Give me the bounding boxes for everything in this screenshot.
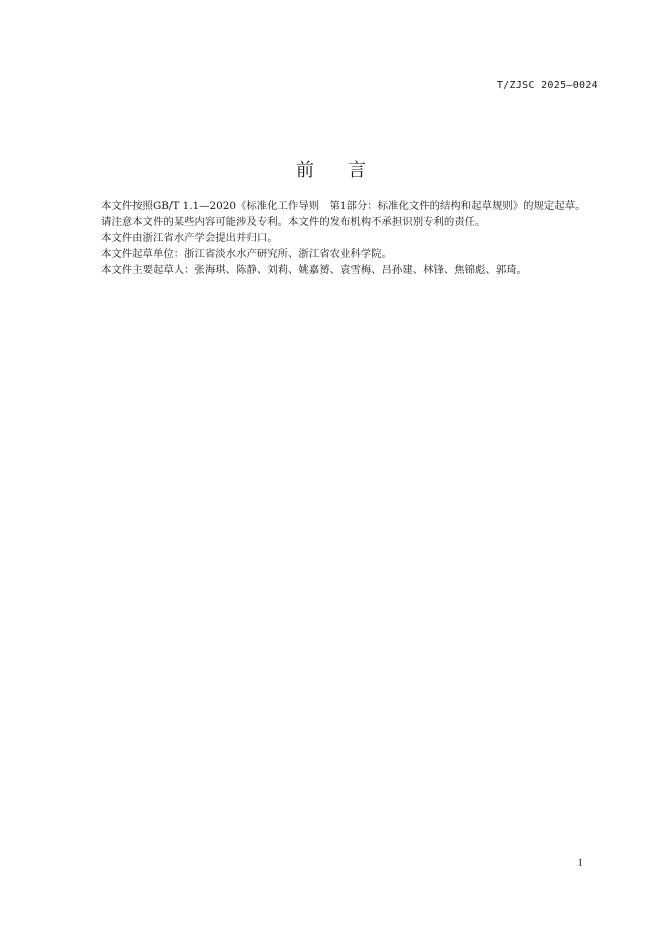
foreword-body <box>80 198 600 278</box>
title-char-2: 言 <box>348 160 366 181</box>
paragraph-proposer: 本文件由浙江省水产学会提出并归口。 <box>101 232 278 244</box>
section-title <box>0 156 662 182</box>
document-code: T/ZJSC 2025—0024 <box>496 80 598 91</box>
paragraph-drafters: 本文件主要起草人：张海琪、陈静、刘莉、姚嘉赟、袁雪梅、吕孙建、林锋、焦锦彪、郭琦。 <box>101 264 528 276</box>
paragraph-drafting-rules: 本文件按照GB/T 1.1—2020《标准化工作导则 第1部分：标准化文件的结构和起草规则》的规定起草。 <box>101 200 586 212</box>
title-char-1: 前 <box>296 160 314 181</box>
paragraph-drafting-units: 本文件起草单位：浙江省淡水水产研究所、浙江省农业科学院。 <box>101 248 392 260</box>
page-number: I <box>578 858 582 869</box>
paragraph-patent-notice: 请注意本文件的某些内容可能涉及专利。本文件的发布机构不承担识别专利的责任。 <box>101 216 486 228</box>
